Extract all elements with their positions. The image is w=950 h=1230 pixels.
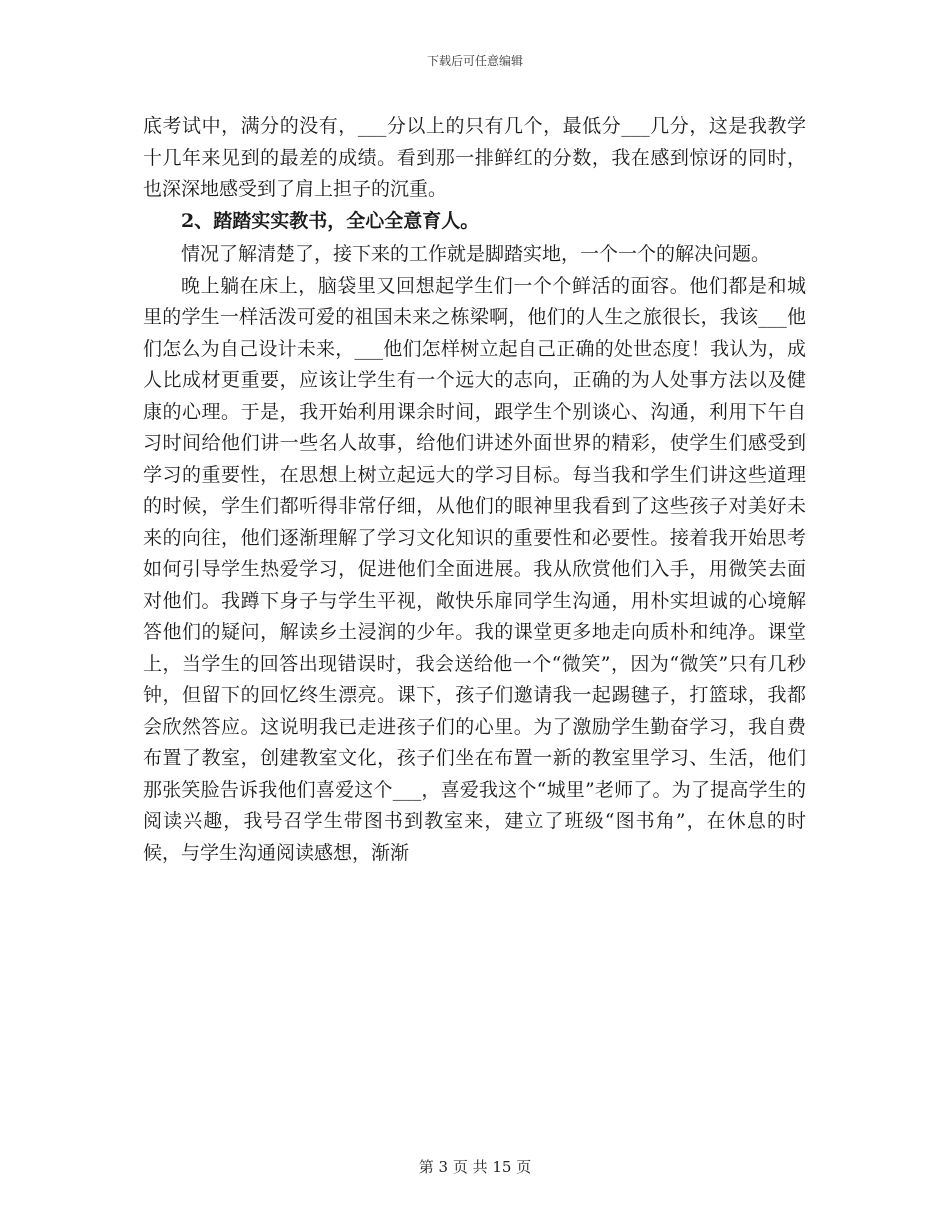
page-header: 下载后可任意编辑 — [426, 54, 523, 68]
section-heading: 2、踏踏实实教书，全心全意育人。 — [181, 209, 480, 232]
paragraph-exam-results: 底考试中，满分的没有，___分以上的只有几个，最低分___几分，这是我教学十几年来见到的最差的成绩。看到那一排鲜红的分数，我在感到惊讶的同时，也深深地感受到了肩上担子的沉重。 — [143, 115, 806, 200]
page-number: 第 3 页 共 15 页 — [418, 1158, 532, 1176]
document-body — [143, 111, 806, 869]
paragraph-teaching-practice: 晚上躺在床上，脑袋里又回想起学生们一个个鲜活的面容。他们都是和城里的学生一样活泼可爱的祖国未来之栋梁啊，他们的人生之旅很长，我该___他们怎么为自己设计未来，___他们怎样树立起自己正确的处世态度！我认为，成人比成材更重要，应该让学生有一个远大的志向，正确的为人处事方法以及健康的心理。于是，我开始利用课余时间，跟学生个别谈心、沟通，利用下午自习时间给他们讲一些名人故事，给他们讲述外面世界的精彩，使学生们感受到学习的重要性，在思想上树立起远大的学习目标。每当我和学生们讲这些道理的时候，学生们都听得非常仔细，从他们的眼神里我看到了这些孩子对美好未来的向往，他们逐渐理解了学习文化知识的重要性和必要性。接着我开始思考如何引导学生热爱学习，促进他们全面进展。我从欣赏他们入手，用微笑去面对他们。我蹲下身子与学生平视，敞快乐扉同学生沟通，用朴实坦诚的心境解答他们的疑问，解读乡土浸润的少年。我的课堂更多地走向质朴和纯净。课堂上，当学生的回答出现错误时，我会送给他一个“微笑”，因为“微笑”只有几秒钟，但留下的回忆终生漂亮。课下，孩子们邀请我一起踢毽子，打篮球，我都会欣然答应。这说明我已走进孩子们的心里。为了激励学生勤奋学习，我自费布置了教室，创建教室文化，孩子们坐在布置一新的教室里学习、生活，他们那张笑脸告诉我他们喜爱这个___，喜爱我这个“城里”老师了。为了提高学生的阅读兴趣，我号召学生带图书到教室来，建立了班级“图书角”，在休息的时候，与学生沟通阅读感想，渐渐 — [143, 274, 806, 864]
paragraph-solve-problems: 情况了解清楚了，接下来的工作就是脚踏实地，一个一个的解决问题。 — [181, 243, 771, 265]
